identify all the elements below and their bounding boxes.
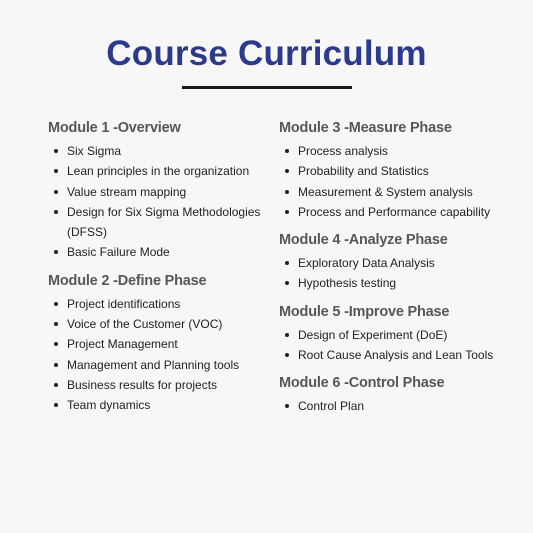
module-3-list <box>279 141 519 222</box>
list-item: Exploratory Data Analysis <box>279 253 519 273</box>
list-item: Measurement & System analysis <box>279 182 519 202</box>
module-3 <box>279 118 519 222</box>
page-title: Course Curriculum <box>106 34 427 73</box>
list-item: Six Sigma <box>48 141 278 161</box>
list-item: Control Plan <box>279 396 519 416</box>
list-item: Probability and Statistics <box>279 161 519 181</box>
module-title: Module 2 -Define Phase <box>48 272 207 289</box>
module-2-list <box>48 294 278 416</box>
module-title: Module 3 -Measure Phase <box>279 120 452 136</box>
module-1 <box>48 118 278 263</box>
module-title: Module 6 -Control Phase <box>279 375 445 392</box>
module-4-list <box>279 253 519 294</box>
list-item: Project identifications <box>48 294 278 314</box>
list-item: Value stream mapping <box>48 182 278 202</box>
list-item: Business results for projects <box>48 375 278 395</box>
list-item: Hypothesis testing <box>279 273 519 293</box>
module-2 <box>48 271 278 416</box>
list-item: Management and Planning tools <box>48 355 278 375</box>
module-title: Module 1 -Overview <box>48 120 181 136</box>
module-1-list <box>48 141 278 263</box>
list-item: Project Management <box>48 334 278 354</box>
list-item: Design of Experiment (DoE) <box>279 325 519 345</box>
list-item: Process analysis <box>279 141 519 161</box>
module-title: Module 4 -Analyze Phase <box>279 232 448 249</box>
list-item: Lean principles in the organization <box>48 161 278 181</box>
list-item: Root Cause Analysis and Lean Tools <box>279 345 519 365</box>
list-item: Basic Failure Mode <box>48 242 278 262</box>
list-item: Voice of the Customer (VOC) <box>48 314 278 334</box>
right-column <box>279 118 519 425</box>
module-5-list <box>279 325 519 366</box>
list-item: Process and Performance capability <box>279 202 519 222</box>
module-6-list <box>279 396 519 416</box>
module-4 <box>279 230 519 294</box>
left-column <box>48 118 278 424</box>
list-item: Design for Six Sigma Methodologies (DFSS) <box>48 202 278 243</box>
module-title: Module 5 -Improve Phase <box>279 303 450 320</box>
list-item: Team dynamics <box>48 395 278 415</box>
title-underline <box>182 86 352 89</box>
module-5 <box>279 302 519 366</box>
module-6 <box>279 373 519 416</box>
